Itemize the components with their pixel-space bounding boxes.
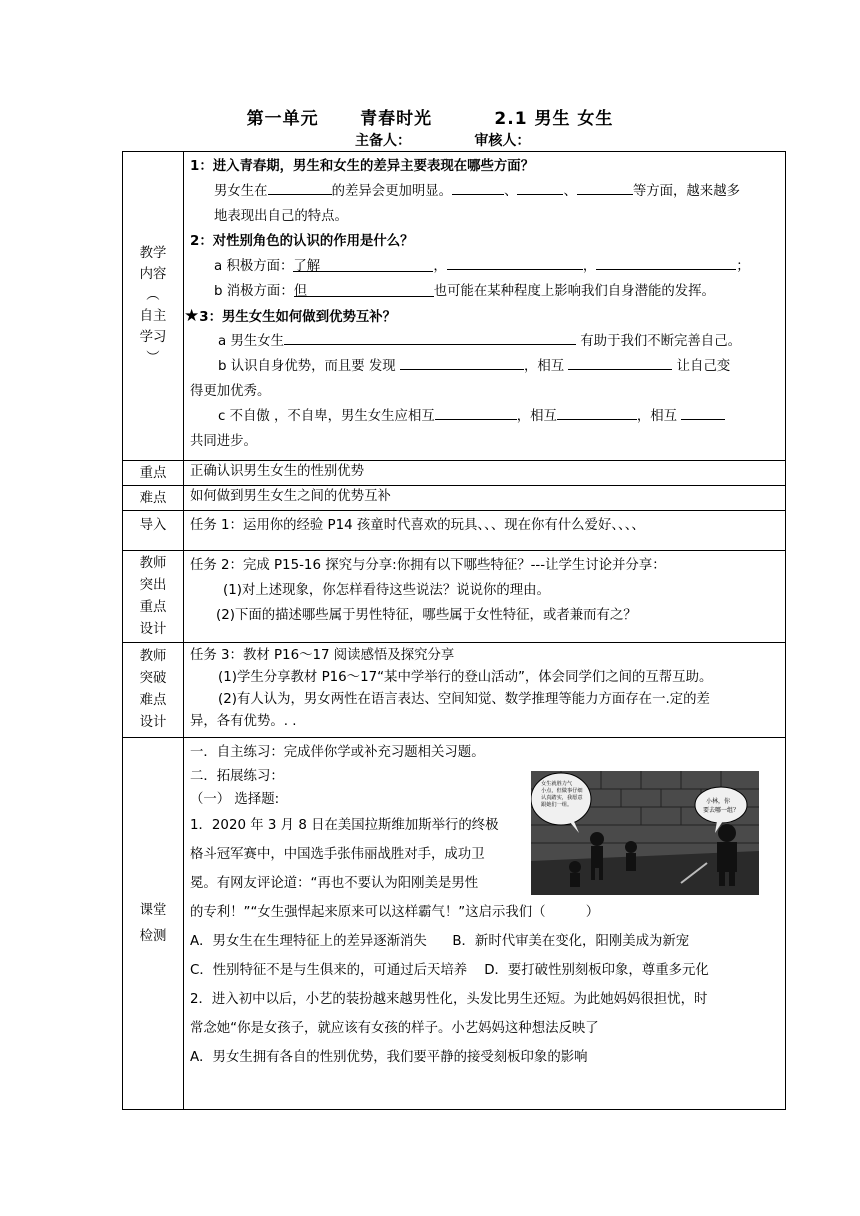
text: 、: [563, 184, 577, 199]
label-text: 设计: [139, 621, 167, 637]
row-label: [123, 738, 184, 1110]
text: 正确认识男生女生的性别优势: [190, 464, 365, 479]
text: (1)学生分享教材 P16～17“某中学举行的登山活动”，体会同学们之间的互帮互助。: [218, 670, 713, 685]
text: 如何做到男生女生之间的优势互补: [190, 489, 391, 504]
text: 让自己变: [676, 359, 731, 374]
question-1-cont: 地表现出自己的特点。: [214, 209, 348, 224]
fill-text: 但: [293, 284, 308, 299]
label-text: 教师: [139, 555, 167, 571]
question-text: 格斗冠军赛中，中国选手张伟丽战胜对手，成功卫: [190, 847, 485, 862]
lesson-plan-table: [122, 151, 786, 1110]
label-text: 检测: [139, 928, 167, 944]
text: 等方面，越来越多: [632, 184, 740, 199]
text: a 男生女生: [218, 334, 285, 349]
label-text: 教师: [139, 649, 167, 664]
svg-text:小林，你: 小林，你: [706, 798, 731, 805]
options-row: [190, 927, 779, 956]
text: (2)有人认为，男女两性在语言表达、空间知觉、数学推理等能力方面存在一.定的差: [218, 692, 710, 707]
row-content: [184, 152, 786, 461]
svg-text:小点，但做事仔细: 小点，但做事仔细: [541, 788, 583, 794]
row-content: [184, 511, 786, 551]
question-text: 1．2020 年 3 月 8 日在美国拉斯维加斯举行的终极: [190, 818, 499, 833]
text: 任务 1：运用你的经验 P14 孩童时代喜欢的玩具、、、现在你有什么爱好、、、、: [190, 518, 645, 533]
svg-text:跟她们一组。: 跟她们一组。: [541, 802, 573, 808]
blank[interactable]: [577, 179, 633, 195]
row-content: [184, 461, 786, 486]
fill-text: 了解: [293, 259, 321, 274]
blank[interactable]: [268, 179, 332, 195]
blank[interactable]: [284, 329, 576, 345]
question-text: 的专利！”“女生强悍起来原来可以这样霸气！”这启示我们（ ）: [190, 905, 600, 920]
question-3a: [190, 329, 779, 354]
text: 异，各有优势。. .: [190, 714, 297, 729]
text: 有助于我们不断完善自己。: [580, 334, 741, 349]
label-text: 自主: [139, 309, 167, 324]
blank[interactable]: [557, 404, 637, 420]
text: (1)对上述现象，你怎样看待这些说法？说说你的理由。: [223, 583, 550, 598]
question-2b: [190, 279, 779, 304]
text: 男女生在: [214, 184, 268, 199]
blank[interactable]: [294, 279, 434, 297]
star-icon: ★: [184, 306, 200, 326]
option-a[interactable]: A．男女生拥有各自的性别优势，我们要平静的接受刻板印象的影响: [190, 1050, 588, 1065]
table-row: [123, 551, 786, 643]
text: b 消极方面：: [214, 284, 294, 299]
preparer-label: 主备人：: [355, 133, 411, 149]
option-a[interactable]: A．男女生在生理特征上的差异逐渐消失: [190, 934, 427, 949]
options-row: [190, 956, 779, 985]
blank[interactable]: [447, 254, 583, 270]
table-row: [123, 152, 786, 461]
text: a 积极方面：: [214, 259, 294, 274]
unit-label: 第一单元: [246, 109, 319, 129]
reviewer-label: 审核人：: [474, 133, 531, 149]
blank[interactable]: [400, 354, 524, 370]
row-content: [184, 551, 786, 643]
blank[interactable]: [681, 404, 725, 420]
label-text: 设计: [139, 715, 167, 730]
question-3b: [190, 354, 779, 379]
preparer-line: [355, 130, 530, 150]
row-label: 导入: [123, 511, 184, 551]
option-d[interactable]: D．要打破性别刻板印象，尊重多元化: [484, 963, 709, 978]
text: ，: [433, 259, 447, 274]
row-label: [123, 152, 184, 461]
text: ，: [582, 259, 597, 274]
row-content: [184, 643, 786, 738]
label-text: 突出: [139, 577, 167, 593]
svg-text:女生就胜力气: 女生就胜力气: [541, 781, 573, 787]
question-text: 常念她“你是女孩子，就应该有女孩的样子。小艺妈妈这种想法反映了: [190, 1021, 599, 1036]
label-text: 学习: [139, 330, 167, 345]
blank[interactable]: [293, 254, 433, 272]
label-text: 课堂: [139, 902, 167, 918]
row-label: 难点: [123, 486, 184, 511]
text: 、: [504, 184, 518, 199]
label-text: 突破: [139, 671, 167, 686]
blank[interactable]: [452, 179, 504, 195]
text: (2)下面的描述哪些属于男性特征，哪些属于女性特征，或者兼而有之？: [216, 608, 637, 623]
label-text: 重点: [139, 599, 167, 615]
text: （一） 选择题:: [190, 792, 280, 807]
text: 任务 2：完成 P15-16 探究与分享:你拥有以下哪些特征？---让学生讨论并分享：: [190, 558, 666, 573]
option-b[interactable]: B．新时代审美在变化，阳刚美成为新宠: [452, 934, 690, 949]
label-text: 难点: [139, 693, 167, 708]
question-3c-cont: 共同进步。: [190, 434, 257, 449]
blank[interactable]: [596, 254, 736, 270]
text: ；: [736, 259, 750, 274]
topic-label: 青春时光: [360, 109, 433, 129]
text: ，相互: [636, 409, 678, 424]
svg-text:要去哪一组？: 要去哪一组？: [703, 807, 740, 814]
row-label: 重点: [123, 461, 184, 486]
row-label: [123, 643, 184, 738]
question-3: [184, 304, 779, 329]
text: 二．拓展练习：: [190, 769, 284, 784]
blank[interactable]: [435, 404, 517, 420]
question-text: 2．进入初中以后，小艺的装扮越来越男性化，头发比男生还短。为此她妈妈很担忧，时: [190, 992, 708, 1007]
label-paren: ︶: [146, 351, 160, 366]
table-row: [123, 643, 786, 738]
table-row: [123, 461, 786, 486]
table-row: [123, 511, 786, 551]
text: c 不自傲 ，不自卑，男生女生应相互: [218, 409, 435, 424]
page-title: [0, 104, 860, 129]
text: ，相互: [523, 359, 565, 374]
row-content: [184, 486, 786, 511]
cartoon-image: [531, 771, 759, 895]
text: 的差异会更加明显。: [331, 184, 453, 199]
text: 3：男生女生如何做到优势互补？: [199, 310, 397, 325]
question-text: 冕。有网友评论道：“再也不要认为阳刚美是男性: [190, 876, 479, 891]
question-1: 1：进入青春期，男生和女生的差异主要表现在哪些方面？: [190, 159, 535, 174]
question-3b-cont: 得更加优秀。: [190, 384, 271, 399]
text: 一．自主练习：完成伴你学或补充习题相关习题。: [190, 745, 485, 760]
question-2a: [190, 254, 779, 279]
svg-text:认真踏实，我愿意: 认真踏实，我愿意: [541, 795, 583, 801]
table-row: [123, 486, 786, 511]
row-label: [123, 551, 184, 643]
text: 任务 3：教材 P16～17 阅读感悟及探究分享: [190, 648, 455, 663]
blank[interactable]: [517, 179, 563, 195]
question-2: 2：对性别角色的认识的作用是什么？: [190, 234, 414, 249]
text: b 认识自身优势，而且要 发现: [218, 359, 396, 374]
question-1-fill: [190, 179, 779, 204]
question-3c: [190, 404, 779, 429]
cartoon-illustration: [531, 771, 759, 895]
option-c[interactable]: C．性别特征不是与生俱来的，可通过后天培养: [190, 963, 468, 978]
text: ，相互: [516, 409, 557, 424]
lesson-label: 2.1 男生 女生: [494, 109, 614, 129]
label-paren: ︵: [146, 288, 160, 303]
blank[interactable]: [568, 354, 672, 370]
text: 也可能在某种程度上影响我们自身潜能的发挥。: [433, 284, 715, 299]
label-text: 教学: [139, 246, 167, 261]
label-text: 内容: [139, 267, 167, 282]
